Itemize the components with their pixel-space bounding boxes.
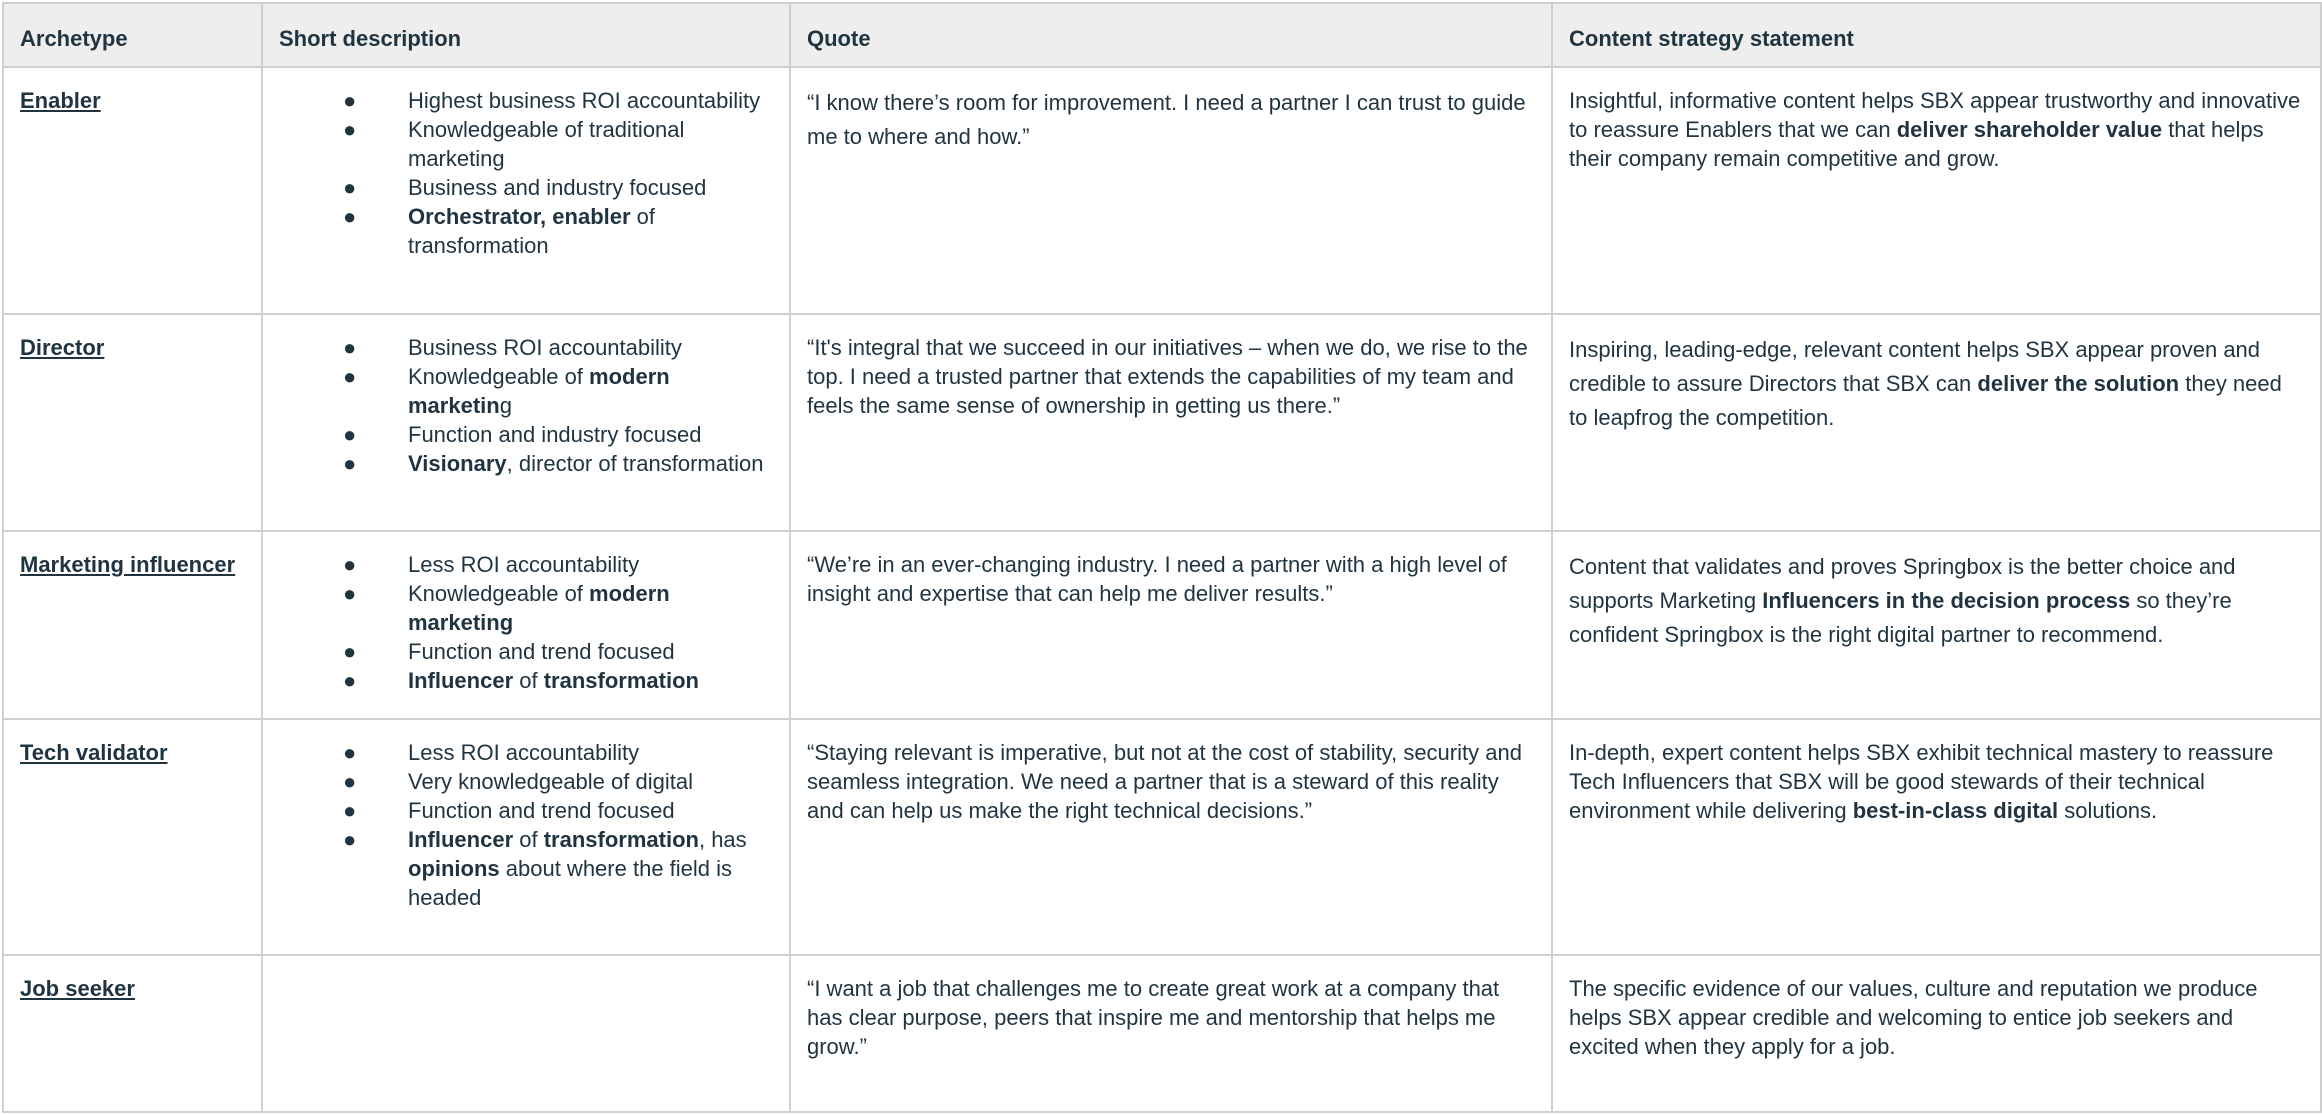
bold-text-run: Influencers in the decision process [1762, 588, 2131, 613]
archetype-link-enabler[interactable]: Enabler [20, 88, 101, 113]
header-short-description: Short description [262, 3, 790, 67]
description-bullet-item [279, 666, 773, 695]
text-run: Insightful, informative content helps SBX appear trustworthy and innovative to reassure Enablers that we can [1569, 88, 2301, 142]
description-bullet-item [279, 550, 773, 579]
text-run: Function and industry focused [408, 422, 702, 447]
quote-text: “Staying relevant is imperative, but not at the cost of stability, security and seamless integration. We need a partner that is a steward of this reality and can help us make the right technical decisions.” [807, 740, 1522, 823]
quote-cell [790, 67, 1552, 314]
strategy-cell [1552, 719, 2321, 955]
archetype-link-director[interactable]: Director [20, 335, 105, 360]
text-run: Knowledgeable of [408, 364, 590, 389]
bold-text-run: modern marketin [408, 364, 670, 418]
description-bullet-item [279, 449, 773, 478]
text-run: Content that validates and proves Springbox is the better choice and supports Marketing [1569, 554, 2236, 613]
header-quote: Quote [790, 3, 1552, 67]
description-bullet-item [279, 767, 773, 796]
table-row [3, 531, 2321, 719]
quote-text: “We’re in an ever-changing industry. I need a partner with a high level of insight and expertise that can help me deliver results.” [807, 552, 1507, 606]
text-run: Highest business ROI accountability [408, 88, 761, 113]
bold-text-run: deliver the solution [1977, 371, 2180, 396]
bullet-icon: ● [343, 769, 357, 794]
text-run: of [513, 668, 544, 693]
text-run: , has [698, 827, 747, 852]
archetype-table [2, 2, 2322, 1113]
header-archetype: Archetype [3, 3, 262, 67]
description-bullet-item [279, 86, 773, 115]
archetype-cell [3, 314, 262, 531]
bullet-icon: ● [343, 364, 357, 389]
bullet-icon: ● [343, 740, 357, 765]
bullet-icon: ● [343, 668, 357, 693]
archetype-link-job-seeker[interactable]: Job seeker [20, 976, 135, 1001]
description-list [279, 738, 773, 912]
quote-cell [790, 719, 1552, 955]
bold-text-run: transformation [543, 668, 699, 693]
description-bullet-item [279, 333, 773, 362]
description-bullet-item [279, 420, 773, 449]
text-run: of transformation [408, 204, 656, 258]
bullet-icon: ● [343, 175, 357, 200]
bold-text-run: opinions [408, 856, 500, 881]
bullet-icon: ● [343, 451, 357, 476]
bullet-icon: ● [343, 204, 357, 229]
bullet-icon: ● [343, 422, 357, 447]
quote-cell [790, 955, 1552, 1112]
description-bullet-item [279, 637, 773, 666]
strategy-statement [1569, 976, 2258, 1059]
text-run: , director of transformation [506, 451, 764, 476]
text-run: Function and trend focused [408, 798, 675, 823]
description-bullet-item [279, 202, 773, 260]
description-cell [262, 314, 790, 531]
strategy-statement [1569, 88, 2300, 171]
text-run: Function and trend focused [408, 639, 675, 664]
quote-text: “It's integral that we succeed in our initiatives – when we do, we rise to the top. I need a trusted partner that extends the capabilities of my team and feels the same sense of ownership in getting us there.” [807, 335, 1528, 418]
bold-text-run: Influencer [408, 668, 514, 693]
strategy-cell [1552, 531, 2321, 719]
text-run: Inspiring, leading-edge, relevant content helps SBX appear proven and credible to assure Directors that SBX can [1569, 337, 2261, 396]
bullet-icon: ● [343, 639, 357, 664]
description-list [279, 333, 773, 478]
text-run: of [513, 827, 544, 852]
text-run: Less ROI accountability [408, 740, 640, 765]
strategy-cell [1552, 314, 2321, 531]
quote-text: “I know there’s room for improvement. I need a partner I can trust to guide me to where and how.” [807, 90, 1526, 149]
quote-cell [790, 531, 1552, 719]
bullet-icon: ● [343, 117, 357, 142]
table-row [3, 955, 2321, 1112]
description-bullet-item [279, 173, 773, 202]
description-bullet-item [279, 825, 773, 912]
text-run: they need to leapfrog the competition. [1569, 371, 2282, 430]
text-run: Knowledgeable of [408, 581, 590, 606]
bullet-icon: ● [343, 827, 357, 852]
description-cell [262, 531, 790, 719]
archetype-cell [3, 67, 262, 314]
bullet-icon: ● [343, 552, 357, 577]
bullet-icon: ● [343, 88, 357, 113]
text-run: g [499, 393, 512, 418]
bold-text-run: Orchestrator, enabler [408, 204, 631, 229]
bold-text-run: transformation [543, 827, 699, 852]
description-cell [262, 67, 790, 314]
quote-text: “I want a job that challenges me to create great work at a company that has clear purpose, peers that inspire me and mentorship that helps me grow.” [807, 976, 1500, 1059]
table-row [3, 67, 2321, 314]
text-run: that helps their company remain competitive and grow. [1569, 117, 2264, 171]
text-run: In-depth, expert content helps SBX exhibit technical mastery to reassure Tech Influencers that SBX will be good stewards of their technical environment while delivering [1569, 740, 2274, 823]
archetype-cell [3, 955, 262, 1112]
description-bullet-item [279, 738, 773, 767]
strategy-cell [1552, 67, 2321, 314]
quote-cell [790, 314, 1552, 531]
description-bullet-item [279, 115, 773, 173]
archetype-cell [3, 531, 262, 719]
text-run: Business and industry focused [408, 175, 707, 200]
description-bullet-item [279, 362, 773, 420]
description-bullet-item [279, 579, 773, 637]
header-row [3, 3, 2321, 67]
bullet-icon: ● [343, 798, 357, 823]
strategy-statement [1569, 740, 2273, 823]
bold-text-run: Visionary [408, 451, 507, 476]
bold-text-run: best-in-class digital [1852, 798, 2059, 823]
archetype-link-marketing-influencer[interactable]: Marketing influencer [20, 552, 236, 577]
strategy-statement [1569, 337, 2282, 430]
text-run: The specific evidence of our values, culture and reputation we produce helps SBX appear credible and welcoming to entice job seekers and excited when they apply for a job. [1569, 976, 2258, 1059]
text-run: about where the field is headed [408, 856, 733, 910]
bullet-icon: ● [343, 581, 357, 606]
table-header [3, 3, 2321, 67]
table-row [3, 314, 2321, 531]
bullet-icon: ● [343, 335, 357, 360]
bold-text-run: deliver shareholder value [1896, 117, 2163, 142]
text-run: Less ROI accountability [408, 552, 640, 577]
text-run: Very knowledgeable of digital [408, 769, 693, 794]
table-row [3, 719, 2321, 955]
archetype-link-tech-validator[interactable]: Tech validator [20, 740, 168, 765]
description-list [279, 86, 773, 260]
strategy-cell [1552, 955, 2321, 1112]
bold-text-run: Influencer [408, 827, 514, 852]
text-run: so they’re confident Springbox is the right digital partner to recommend. [1569, 588, 2232, 647]
archetype-cell [3, 719, 262, 955]
strategy-statement [1569, 554, 2236, 647]
description-cell [262, 955, 790, 1112]
description-cell [262, 719, 790, 955]
table-body [3, 67, 2321, 1112]
text-run: Knowledgeable of traditional marketing [408, 117, 685, 171]
description-bullet-item [279, 796, 773, 825]
text-run: Business ROI accountability [408, 335, 682, 360]
header-content-strategy: Content strategy statement [1552, 3, 2321, 67]
text-run: solutions. [2058, 798, 2158, 823]
description-list [279, 550, 773, 695]
bold-text-run: modern marketing [408, 581, 670, 635]
